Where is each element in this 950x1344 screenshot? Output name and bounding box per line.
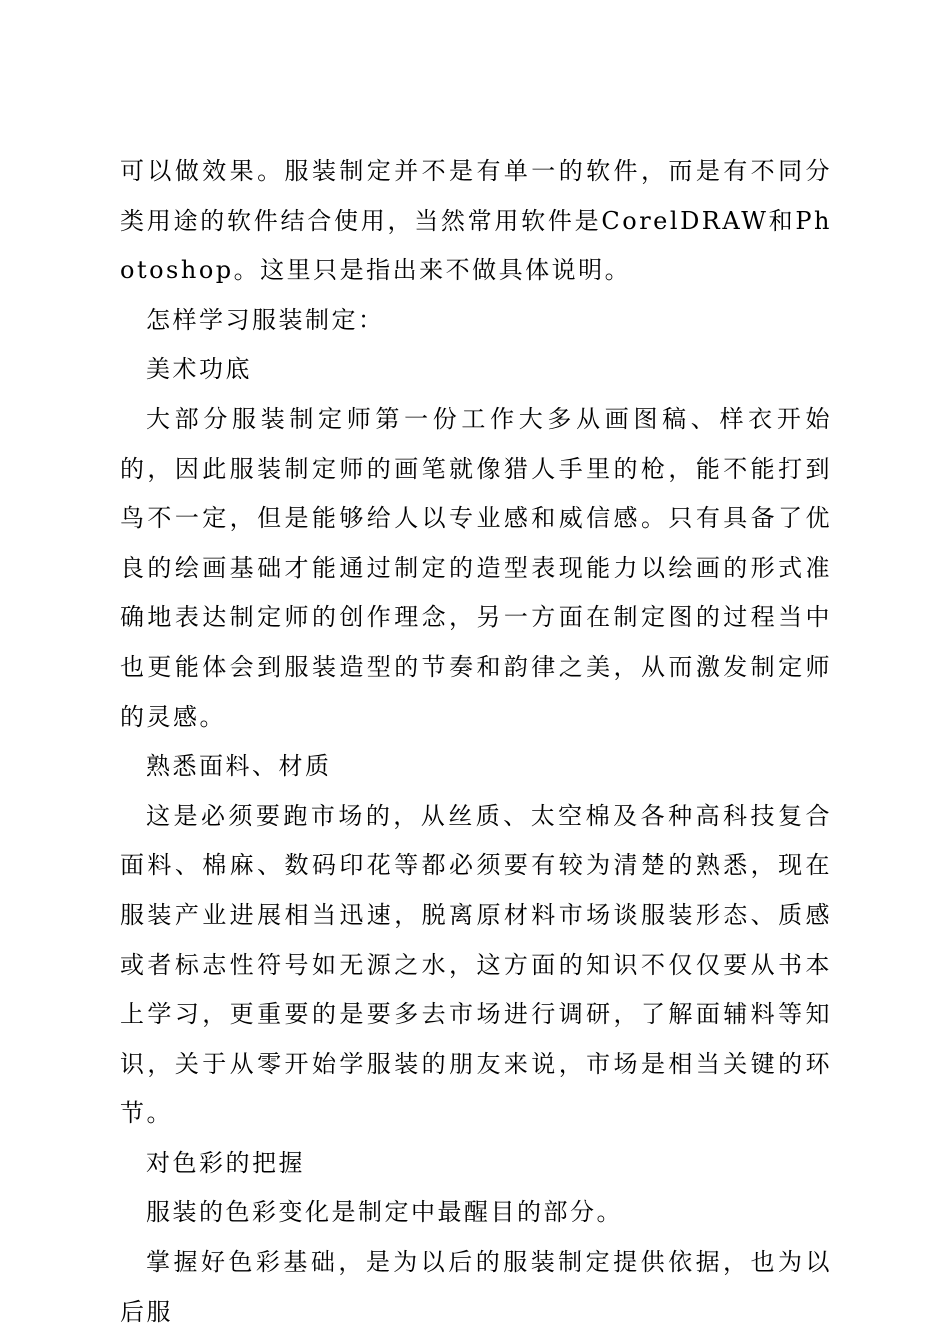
paragraph-art-foundation: 大部分服装制定师第一份工作大多从画图稿、样衣开始的，因此服装制定师的画笔就像猎人手里的枪，能不能打到鸟不一定，但是能够给人以专业感和威信感。只有具备了优良的绘画基础才能通过制定的造型表现能力以绘画的形式准确地表达制定师的创作理念，另一方面在制定图的过程当中也更能体会到服装造型的节奏和韵律之美，从而激发制定师的灵感。: [120, 404, 832, 731]
heading-art-foundation: 美术功底: [146, 355, 252, 384]
paragraph-color-change: 服装的色彩变化是制定中最醒目的部分。: [146, 1198, 623, 1227]
heading-fabric-materials: 熟悉面料、材质: [146, 752, 332, 781]
document-body: [120, 147, 832, 1337]
paragraph-fabric-materials: 这是必须要跑市场的，从丝质、太空棉及各种高科技复合面料、棉麻、数码印花等都必须要有较为清楚的熟悉，现在服装产业进展相当迅速，脱离原材料市场谈服装形态、质感或者标志性符号如无源之水，这方面的知识不仅仅要从书本上学习，更重要的是要多去市场进行调研，了解面辅料等知识，关于从零开始学服装的朋友来说，市场是相当关键的环节。: [120, 801, 832, 1128]
paragraph-color-basics: 掌握好色彩基础，是为以后的服装制定提供依据，也为以后服: [120, 1248, 832, 1326]
heading-how-to-learn: 怎样学习服装制定：: [146, 305, 385, 334]
heading-color-mastery: 对色彩的把握: [146, 1148, 305, 1177]
paragraph-software-intro: 可以做效果。服装制定并不是有单一的软件，而是有不同分类用途的软件结合使用，当然常用软件是CorelDRAW和Photoshop。这里只是指出来不做具体说明。: [120, 157, 832, 285]
